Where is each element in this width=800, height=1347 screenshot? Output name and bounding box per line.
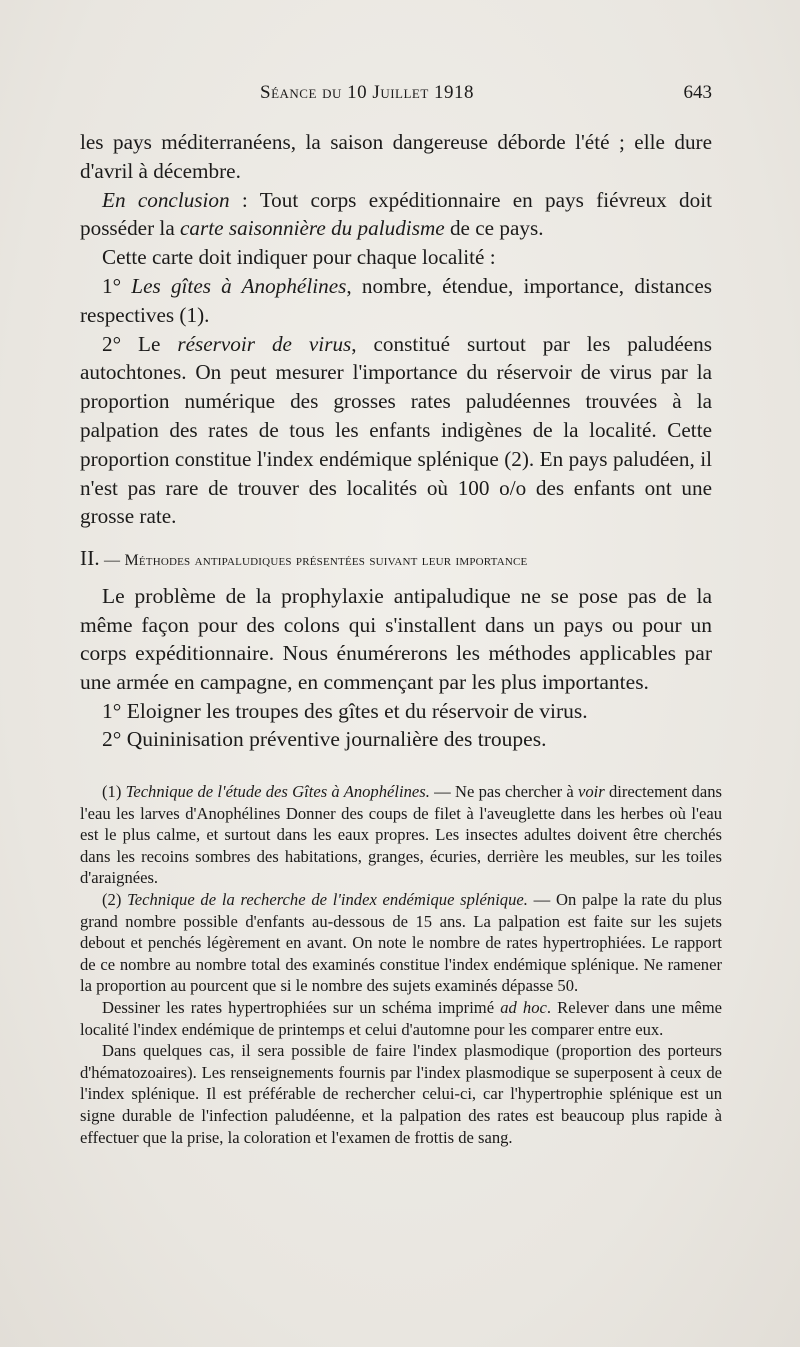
page-number: 643 bbox=[683, 82, 712, 103]
section-number: II. bbox=[80, 546, 100, 571]
footnote-text: Dessiner les rates hypertrophiées sur un schéma imprimé bbox=[102, 997, 501, 1017]
conclusion-label: En conclusion bbox=[102, 187, 230, 212]
section-title: — Méthodes antipaludiques présentées suivant leur importance bbox=[99, 552, 528, 570]
method-item-1: 1° Eloigner les troupes des gîtes et du réservoir de virus. bbox=[102, 698, 588, 723]
footnote-marker: (2) bbox=[102, 889, 128, 909]
section-heading bbox=[80, 547, 712, 572]
footnote-text: directement dans l'eau les larves d'Anophélines Donner des coups de filet à l'aveuglette dans les herbes où l'eau est le plus calme, et surtout dans les eaux propres. Les insectes adultes doivent être cherchés dans les recoins sombres des habitations, granges, écuries, derrière les meubles, sur les toiles d'araignées. bbox=[80, 782, 722, 888]
footnotes bbox=[80, 781, 722, 1148]
carte-saisonniere-term: carte saisonnière du paludisme bbox=[180, 216, 445, 241]
running-head bbox=[80, 82, 712, 112]
conclusion-text: : Tout corps expéditionnaire en pays fiévreux doit posséder la bbox=[80, 187, 712, 241]
footnote-marker: (1) bbox=[102, 782, 126, 801]
section-body bbox=[80, 582, 712, 754]
footnote-title: Technique de l'étude des Gîtes à Anophélines. bbox=[125, 782, 430, 801]
conclusion-text-end: de ce pays. bbox=[444, 216, 544, 241]
footnote-1 bbox=[80, 781, 722, 889]
footnote-title: Technique de la recherche de l'index endémique splénique. bbox=[127, 889, 528, 909]
footnote-2-plasmodique: Dans quelques cas, il sera possible de faire l'index plasmodique (proportion des porteurs d'hématozoaires). Les renseignements fournis par l'index plasmodique se superposent à ceux de l'index splénique. Il est préférable de rechercher celui-ci, car l'hypertrophie splénique est un signe durable de l'infection paludéenne, et la palpation des rates est beaucoup plus rapide à effectuer que la prise, la coloration et l'examen de frottis de sang. bbox=[80, 1041, 722, 1147]
item-number: 2° Le bbox=[102, 331, 178, 356]
paragraph-continued: les pays méditerranéens, la saison dangereuse déborde l'été ; elle dure d'avril à décembre. bbox=[80, 130, 712, 183]
main-text bbox=[80, 128, 712, 754]
paragraph-gites bbox=[80, 272, 712, 330]
footnote-emphasis: ad hoc bbox=[500, 997, 547, 1017]
gites-text: , nombre, étendue, importance, distances respectives (1). bbox=[80, 273, 712, 327]
paragraph-carte: Cette carte doit indiquer pour chaque localité : bbox=[102, 245, 496, 270]
footnote-text: — On palpe la rate du plus grand nombre possible d'enfants au-dessous de 15 ans. La palpation est faite sur les sujets debout et penchés légèrement en avant. On note le nombre de rates hypertrophiées. Le rapport de ce nombre au nombre total des examinés constitue l'index endémique splénique. Ne ramener la proportion au pourcent que si le nombre des sujets examinés dépasse 50. bbox=[80, 889, 723, 996]
paragraph-probleme: Le problème de la prophylaxie antipaludique ne se pose pas de la même façon pour des colons qui s'installent dans un pays ou pour un corps expéditionnaire. Nous énumérerons les méthodes applicables par une armée en campagne, en commençant par les plus importantes. bbox=[80, 584, 712, 694]
item-number: 1° bbox=[102, 273, 132, 298]
reservoir-text: , constitué surtout par les paludéens autochtones. On peut mesurer l'importance du réservoir de virus par la proportion numérique des grosses rates paludéennes trouvées à la palpation des rates de tous les enfants indigènes de la localité. Cette proportion constitue l'index endémique splénique (2). En pays paludéen, il n'est pas rare de trouver des localités où 100 o/o des enfants ont une grosse rate. bbox=[80, 331, 712, 529]
footnote-2-continued bbox=[80, 997, 722, 1040]
running-title: Séance du 10 Juillet 1918 bbox=[260, 82, 475, 103]
gites-term: Les gîtes à Anophélines bbox=[131, 273, 347, 298]
reservoir-term: réservoir de virus bbox=[177, 331, 352, 356]
footnote-text: . Relever dans une même localité l'index endémique de printemps et celui d'automne pour les comparer entre eux. bbox=[80, 997, 722, 1039]
footnote-2 bbox=[80, 889, 722, 997]
paragraph-conclusion bbox=[80, 186, 712, 244]
method-item-2: 2° Quininisation préventive journalière des troupes. bbox=[102, 727, 547, 752]
paragraph-reservoir bbox=[80, 330, 712, 532]
footnote-emphasis: voir bbox=[577, 782, 605, 801]
footnote-text: — Ne pas chercher à bbox=[429, 782, 578, 801]
